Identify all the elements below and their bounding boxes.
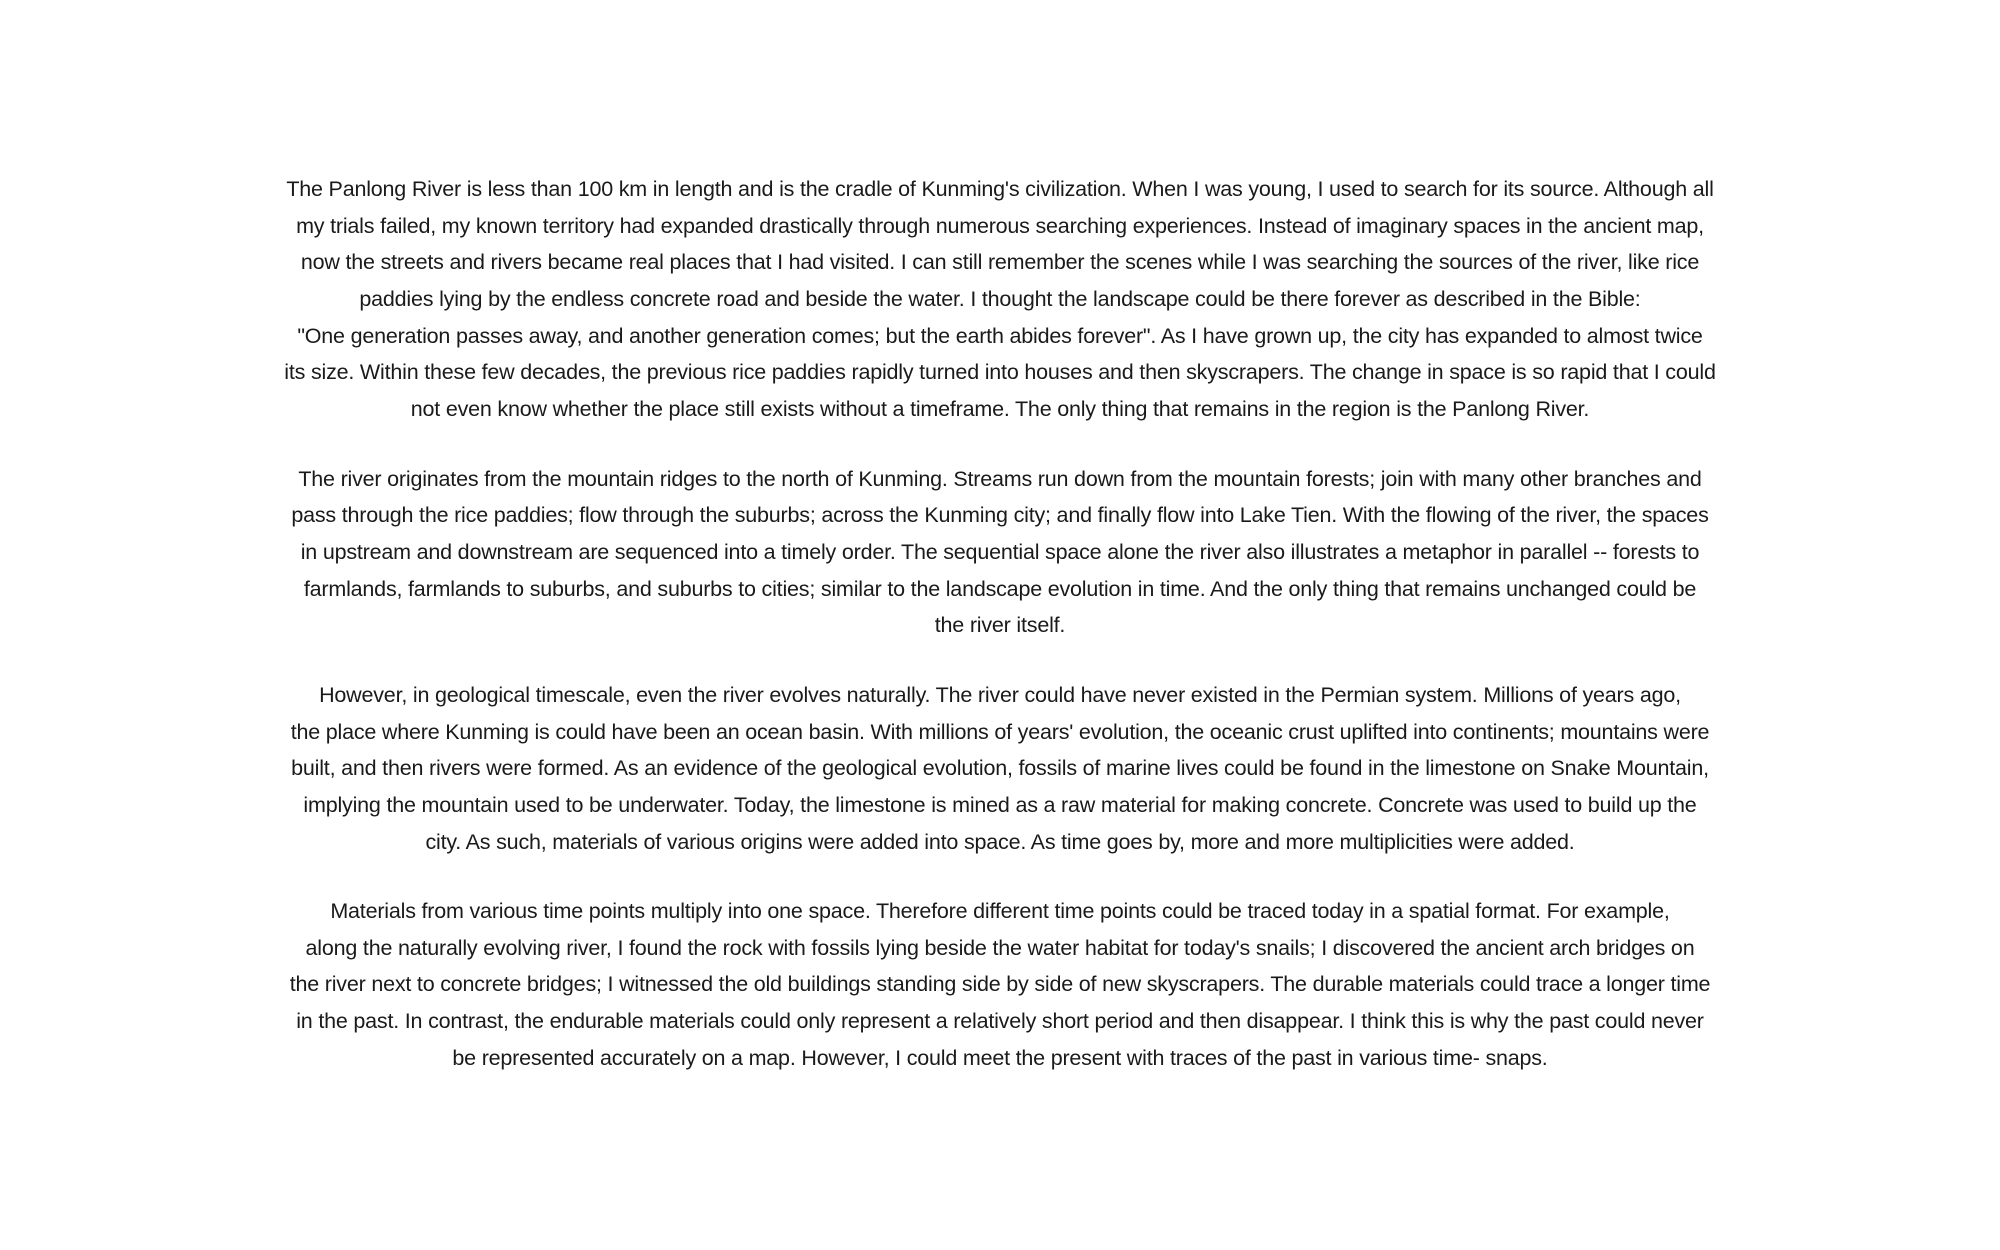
text-line: paddies lying by the endless concrete road and beside the water. I thought the landscape could be there forever as described in the Bible:: [359, 286, 1641, 311]
text-line: along the naturally evolving river, I found the rock with fossils lying beside the water habitat for today's snails; I discovered the ancient arch bridges on: [305, 935, 1695, 960]
text-line: the place where Kunming is could have been an ocean basin. With millions of years' evolution, the oceanic crust uplifted into continents; mountains were: [290, 719, 1710, 744]
text-line: The river originates from the mountain ridges to the north of Kunming. Streams run down from the mountain forests; join with many other branches and: [298, 466, 1702, 491]
text-line: in upstream and downstream are sequenced into a timely order. The sequential space alone the river also illustrates a metaphor in parallel -- forests to: [300, 539, 1700, 564]
text-line: The Panlong River is less than 100 km in length and is the cradle of Kunming's civilization. When I was young, I used to search for its source. Although all: [286, 177, 1714, 201]
text-line: not even know whether the place still exists without a timeframe. The only thing that remains in the region is the Panlong River.: [410, 396, 1590, 421]
text-line: in the past. In contrast, the endurable materials could only represent a relatively short period and then disappear. I think this is why the past could never: [296, 1009, 1704, 1034]
paragraph-4: [140, 893, 1860, 1076]
text-line: implying the mountain used to be underwater. Today, the limestone is mined as a raw material for making concrete. Concrete was used to build up the: [303, 792, 1697, 817]
text-line: Materials from various time points multiply into one space. Therefore different time points could be traced today in a spatial format. For example,: [330, 899, 1670, 924]
text-line: its size. Within these few decades, the previous rice paddies rapidly turned into houses and then skyscrapers. The change in space is so rapid that I could: [284, 360, 1716, 385]
text-line: pass through the rice paddies; flow through the suburbs; across the Kunming city; and finally flow into Lake Tien. With the flowing of the river, the spaces: [291, 503, 1709, 528]
text-line: farmlands, farmlands to suburbs, and suburbs to cities; similar to the landscape evolution in time. And the only thing that remains unchanged could be: [303, 576, 1697, 601]
text-line: be represented accurately on a map. However, I could meet the present with traces of the past in various time- snaps.: [452, 1045, 1548, 1070]
text-line: the river itself.: [934, 613, 1066, 638]
text-line: the river next to concrete bridges; I witnessed the old buildings standing side by side of new skyscrapers. The durable materials could trace a longer time: [289, 972, 1711, 997]
text-line: city. As such, materials of various origins were added into space. As time goes by, more and more multiplicities were added.: [425, 829, 1575, 854]
text-line: However, in geological timescale, even the river evolves naturally. The river could have never existed in the Permian system. Millions of years ago,: [319, 682, 1681, 707]
text-line: "One generation passes away, and another generation comes; but the earth abides forever". As I have grown up, the city has expanded to almost twice: [297, 323, 1703, 348]
text-line: built, and then rivers were formed. As an evidence of the geological evolution, fossils of marine lives could be found in the limestone on Snake Mountain,: [291, 756, 1709, 781]
paragraph-1: [140, 171, 1860, 428]
paragraph-3: [140, 677, 1860, 860]
paragraph-2: [140, 461, 1860, 644]
essay-text: [140, 171, 1860, 1109]
text-line: my trials failed, my known territory had expanded drastically through numerous searching experiences. Instead of imaginary spaces in the ancient map,: [296, 213, 1704, 238]
text-line: now the streets and rivers became real places that I had visited. I can still remember the scenes while I was searching the sources of the river, like rice: [300, 250, 1700, 275]
